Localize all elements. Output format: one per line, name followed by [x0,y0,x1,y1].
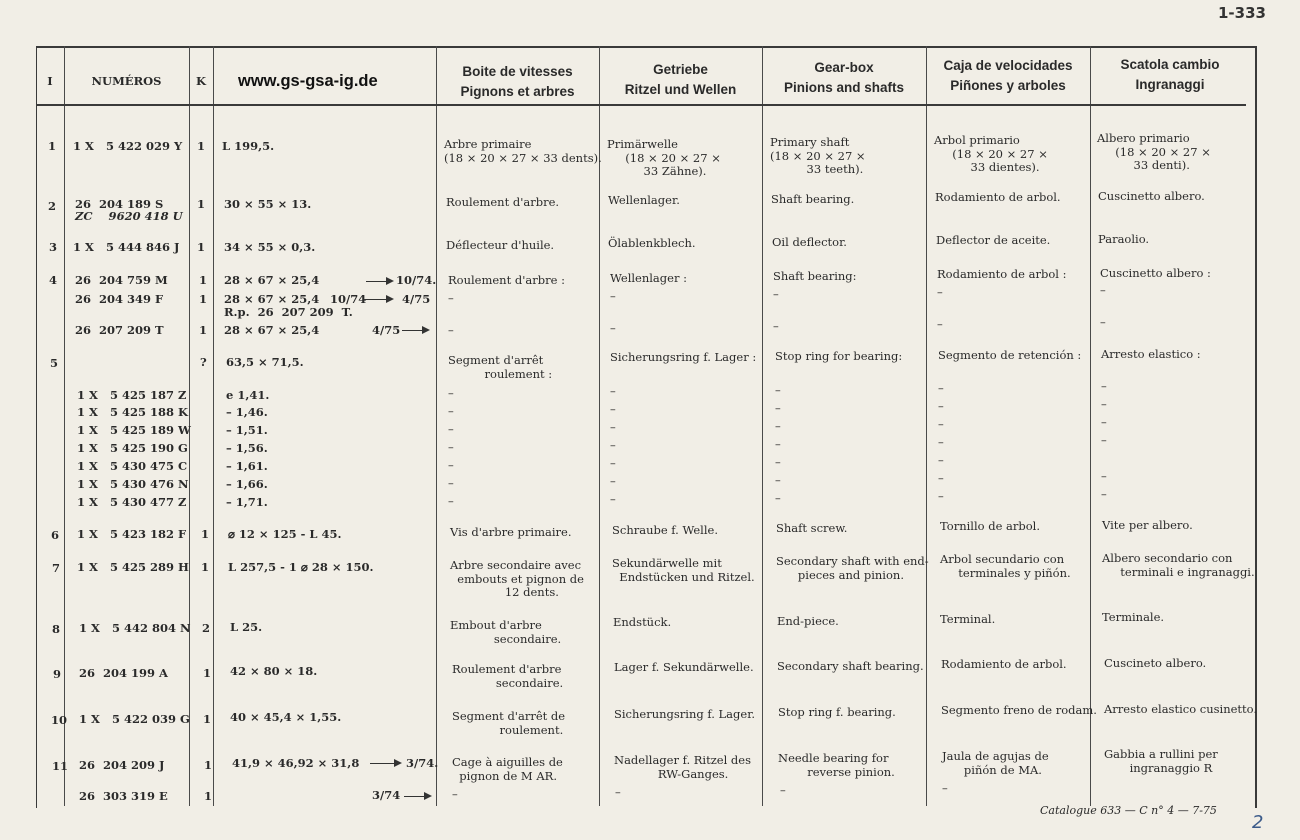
desc-de: Sicherungsring f. Lager. [614,707,756,721]
desc-es: – [938,381,944,395]
header-rule [36,104,1246,106]
quantity: 2 [202,621,211,635]
desc-fr: – [448,458,454,472]
part-number: 26 204 759 M [75,273,168,287]
desc-en: – [773,319,779,333]
desc-it: – [1101,415,1107,429]
desc-en: Needle bearing for reverse pinion. [778,751,895,779]
desc-fr: Arbre primaire (18 × 20 × 27 × 33 dents). [444,137,602,165]
desc-it: Vite per albero. [1102,518,1193,532]
desc-fr: – [448,422,454,436]
desc-en: Shaft bearing: [773,269,857,283]
header-numeros: NUMÉROS [91,74,162,88]
desc-es: Arbol primario (18 × 20 × 27 × 33 dientes). [934,133,1048,174]
part-number: 1 X 5 425 189 W [77,423,191,437]
desc-fr: Roulement d'arbre : [448,273,565,287]
desc-it: Cuscinetto albero. [1098,189,1205,203]
row-index: 3 [49,240,58,254]
part-number: 26 204 209 J [79,758,165,772]
quantity: 1 [204,789,213,803]
header-italian: Scatola cambio Ingranaggi [1120,57,1220,92]
desc-fr: – [448,323,454,337]
part-number: 1 X 5 430 475 C [77,459,188,473]
desc-it: Arresto elastico cusinetto. [1104,702,1258,716]
row-index: 6 [51,528,60,542]
arrow-icon [364,299,392,300]
desc-en: – [775,473,781,487]
desc-it: Albero secondario con terminali e ingranaggi. [1102,551,1255,579]
desc-de: Primärwelle (18 × 20 × 27 × 33 Zähne). [607,137,721,178]
desc-it: Gabbia a rullini per ingranaggio R [1104,747,1218,775]
header-german: Getriebe Ritzel und Wellen [624,62,737,97]
desc-de: – [610,456,616,470]
dimension: – 1,61. [226,459,268,473]
dimension: 28 × 67 × 25,4 [224,273,320,287]
row-index: 8 [52,622,61,636]
desc-es: – [938,471,944,485]
desc-en: – [775,455,781,469]
dimension: – 1,56. [226,441,268,455]
desc-de: Ölablenkblech. [608,236,696,250]
desc-fr: – [452,787,458,801]
part-number: 1 X 5 425 190 G [77,441,188,455]
handwritten-mark: 2 [1252,812,1264,833]
desc-de: Wellenlager : [610,271,687,285]
quantity: 1 [199,323,208,337]
desc-de: Nadellager f. Ritzel des RW-Ganges. [614,753,752,781]
desc-es: – [938,399,944,413]
desc-it: – [1101,433,1107,447]
desc-it: Paraolio. [1098,232,1150,246]
row-index: 1 [48,139,57,153]
desc-es: Segmento freno de rodam. [941,703,1097,717]
dimension: L 257,5 - 1 ⌀ 28 × 150. [228,560,374,574]
desc-en: – [775,437,781,451]
desc-de: Endstück. [613,615,672,629]
desc-fr: – [448,386,454,400]
desc-es: Segmento de retención : [938,348,1082,362]
arrow-icon [402,330,428,331]
desc-it: – [1100,283,1106,297]
header-i: I [47,74,53,88]
col-rule [436,46,437,806]
date-from: 3/74 [372,788,401,802]
desc-it: – [1101,397,1107,411]
desc-it: Cuscinetto albero : [1100,266,1211,280]
header-k: K [196,74,206,88]
part-number: 26 204 189 S [75,197,164,211]
row-index: 5 [50,356,59,370]
dimension: 28 × 67 × 25,4 [224,292,320,306]
quantity: 1 [201,560,210,574]
row-index: 11 [52,759,69,773]
row-index: 2 [48,199,57,213]
desc-fr: Roulement d'arbre. [446,195,560,209]
desc-en: – [773,287,779,301]
dimension: L 199,5. [222,139,275,153]
desc-en: – [780,783,786,797]
desc-de: – [610,420,616,434]
desc-de: – [610,492,616,506]
desc-en: – [775,401,781,415]
desc-es: – [937,285,943,299]
desc-it: – [1101,469,1107,483]
desc-it: – [1101,379,1107,393]
part-number: 26 207 209 T [75,323,164,337]
quantity: 1 [203,666,212,680]
desc-fr: Roulement d'arbre secondaire. [452,662,564,690]
desc-en: Primary shaft (18 × 20 × 27 × 33 teeth). [770,135,866,176]
desc-de: Sekundärwelle mit Endstücken und Ritzel. [612,556,755,584]
header-english: Gear-box Pinions and shafts [783,60,905,95]
part-number: 1 X 5 425 187 Z [77,388,187,402]
desc-fr: Déflecteur d'huile. [446,238,555,252]
date-to: 4/75 [402,292,431,306]
desc-de: – [610,321,616,335]
dimension: 41,9 × 46,92 × 31,8 [232,756,360,770]
col-rule [213,46,214,806]
desc-es: Arbol secundario con terminales y piñón. [940,552,1071,580]
quantity: 1 [197,139,206,153]
desc-es: Deflector de aceite. [936,233,1051,247]
desc-fr: – [448,494,454,508]
quantity: ? [200,355,207,369]
part-number: 1 X 5 425 188 K [77,405,188,419]
part-number-alt: ZC 9620 418 U [75,209,183,223]
desc-en: Stop ring f. bearing. [778,705,896,719]
desc-en: – [775,491,781,505]
header-spanish: Caja de velocidades Piñones y arboles [943,58,1073,93]
arrow-icon [370,763,400,764]
desc-en: Stop ring for bearing: [775,349,903,363]
desc-fr: Arbre secondaire avec embouts et pignon de 12 dents. [450,558,584,599]
date-to: 3/74. [406,756,439,770]
arrow-icon [366,281,392,282]
dimension: – 1,51. [226,423,268,437]
desc-es: Rodamiento de arbol. [935,190,1061,204]
row-index: 4 [49,273,58,287]
replacement-part: R.p. 26 207 209 T. [224,305,353,319]
col-rule [762,46,763,806]
desc-fr: Embout d'arbre secondaire. [450,618,562,646]
dimension: ⌀ 12 × 125 - L 45. [228,527,342,541]
desc-en: – [775,383,781,397]
desc-en: Shaft bearing. [771,192,855,206]
desc-en: Secondary shaft with end- pieces and pinion. [776,554,929,582]
desc-fr: Segment d'arrêt roulement : [448,353,553,381]
part-number: 1 X 5 430 477 Z [77,495,187,509]
desc-es: Terminal. [940,612,996,626]
desc-it: – [1100,315,1106,329]
arrow-icon [404,796,430,797]
quantity: 1 [201,527,210,541]
quantity: 1 [204,758,213,772]
desc-it: Arresto elastico : [1101,347,1201,361]
date-from: 10/74 [330,292,367,306]
date-to: 10/74. [396,273,437,287]
part-number: 1 X 5 442 804 N [79,621,191,635]
desc-de: – [610,438,616,452]
part-number: 26 204 349 F [75,292,164,306]
website-watermark: www.gs-gsa-ig.de [238,72,378,90]
desc-it: Albero primario (18 × 20 × 27 × 33 denti). [1097,131,1211,172]
col-rule [1090,46,1091,806]
desc-fr: – [448,476,454,490]
desc-es: – [938,489,944,503]
desc-it: Terminale. [1102,610,1165,624]
part-number: 1 X 5 423 182 F [77,527,187,541]
desc-en: Oil deflector. [772,235,847,249]
desc-de: – [610,474,616,488]
dimension: e 1,41. [226,388,270,402]
desc-fr: – [448,404,454,418]
part-number: 26 303 319 E [79,789,168,803]
col-rule [926,46,927,806]
desc-fr: – [448,291,454,305]
quantity: 1 [199,273,208,287]
desc-de: Wellenlager. [608,193,680,207]
dimension: – 1,66. [226,477,268,491]
part-number: 1 X 5 422 039 G [79,712,190,726]
desc-es: Tornillo de arbol. [940,519,1041,533]
desc-it: Cuscineto albero. [1104,656,1207,670]
desc-de: Schraube f. Welle. [612,523,718,537]
desc-es: – [937,317,943,331]
dimension: – 1,71. [226,495,268,509]
part-number: 26 204 199 A [79,666,168,680]
desc-es: – [942,781,948,795]
dimension: 34 × 55 × 0,3. [224,240,316,254]
desc-fr: Cage à aiguilles de pignon de M AR. [452,755,563,783]
page-number: 1-333 [1218,4,1266,22]
desc-es: Rodamiento de arbol : [937,267,1067,281]
desc-es: – [938,435,944,449]
desc-de: – [610,402,616,416]
col-rule [64,46,65,806]
desc-de: – [610,289,616,303]
part-number: 1 X 5 430 476 N [77,477,189,491]
dimension: L 25. [230,620,263,634]
date-from: 4/75 [372,323,401,337]
quantity: 1 [197,197,206,211]
desc-es: Jaula de agujas de piñón de MA. [942,749,1049,777]
desc-it: – [1101,487,1107,501]
row-index: 9 [53,667,62,681]
part-number: 1 X 5 422 029 Y [73,139,183,153]
catalogue-reference: Catalogue 633 — C n° 4 — 7-75 [1040,804,1217,817]
dimension: 42 × 80 × 18. [230,664,318,678]
desc-es: – [938,453,944,467]
part-number: 1 X 5 444 846 J [73,240,180,254]
row-index: 7 [52,561,61,575]
desc-de: – [610,384,616,398]
row-index: 10 [51,713,68,727]
desc-fr: Segment d'arrêt de roulement. [452,709,566,737]
desc-de: – [615,785,621,799]
dimension: – 1,46. [226,405,268,419]
desc-en: – [775,419,781,433]
desc-fr: Vis d'arbre primaire. [450,525,572,539]
desc-en: Shaft screw. [776,521,848,535]
dimension: 40 × 45,4 × 1,55. [230,710,342,724]
dimension: 63,5 × 71,5. [226,355,304,369]
desc-de: Sicherungsring f. Lager : [610,350,757,364]
header-french: Boite de vitesses Pignons et arbres [460,64,575,99]
quantity: 1 [203,712,212,726]
desc-de: Lager f. Sekundärwelle. [614,660,754,674]
desc-fr: – [448,440,454,454]
desc-es: Rodamiento de arbol. [941,657,1067,671]
dimension: 30 × 55 × 13. [224,197,312,211]
desc-es: – [938,417,944,431]
dimension: 28 × 67 × 25,4 [224,323,320,337]
desc-en: End-piece. [777,614,839,628]
quantity: 1 [199,292,208,306]
desc-en: Secondary shaft bearing. [777,659,924,673]
part-number: 1 X 5 425 289 H [77,560,189,574]
quantity: 1 [197,240,206,254]
